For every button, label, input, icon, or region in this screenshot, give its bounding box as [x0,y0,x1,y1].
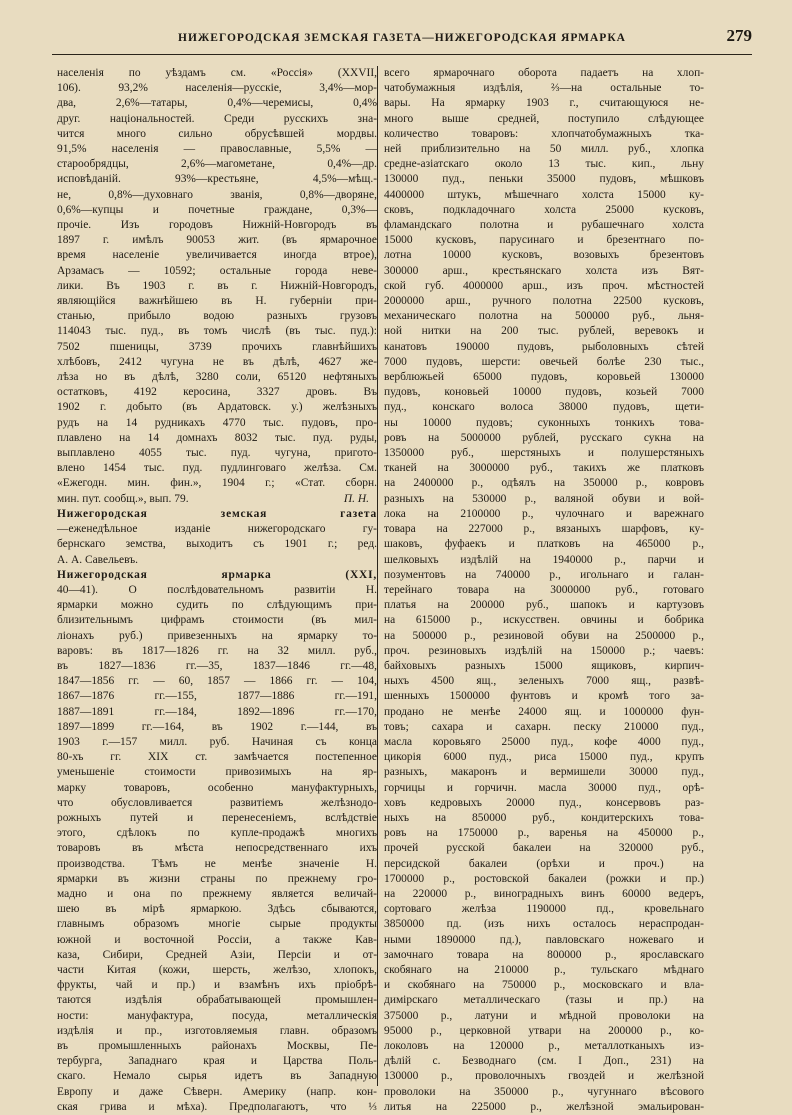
text-line: проволоки на 350000 р., чугуннаго вѣсового [384,1085,704,1098]
text-line: пудовъ, коновьей 10000 пудовъ, козьей 7000 [384,386,704,399]
text-line: 2000000 арш., ручного полотна 22500 кусковъ, [384,295,704,308]
text-line: хлѣбовъ, 2412 чугуна не въ дѣлѣ, 4627 же- [57,355,377,368]
text-line: платья на 200000 руб., шапокъ и картузовъ [384,599,704,612]
text-line: ныхъ 4500 ящ., зеленыхъ 7000 ящ., развѣ- [384,675,704,688]
text-line: время населеніе увеличивается иногда втрое), [57,249,377,262]
text-line: рожныхъ путей и перенесеніемъ, вслѣдствіе [57,811,377,824]
text-line: ховъ кедровыхъ 20000 пуд., консервовъ раз- [384,796,704,809]
text-line: разныхъ на 530000 р., валяной обуви и вой- [384,492,704,505]
text-line: скобянаго на 210000 р., тульскаго мѣднаго [384,963,704,976]
text-line: части Китая (кожи, шерсть, желѣзо, хлопокъ, [57,963,377,976]
text-line: фрукты, чай и пр.) и взамѣнъ ихъ пріобрѣ- [57,979,377,992]
text-line: ровъ на 5000000 рублей, русскаго сукна на [384,431,704,444]
text-line: димірскаго металлическаго (тазы и пр.) на [384,994,704,1007]
text-line: лѣза но въ дѣлѣ, 3280 соли, 65120 нефтяныхъ [57,371,377,384]
text-line: шаковъ, фуфаекъ и платковъ на 465000 р., [384,538,704,551]
text-line: ныхъ на 850000 руб., кондитерскихъ това- [384,811,704,824]
text-line: ровъ на 1750000 р., варенья на 450000 р., [384,827,704,840]
text-line: ными 1890000 пд.), павловскаго ножеваго и [384,933,704,946]
text-line: Нижегородская ярмарка (XXI, [57,568,377,581]
text-line: ности: мануфактура, посуда, металлическія [57,1009,377,1022]
text-line: товаровъ въ мѣста непосредственнаго ихъ [57,842,377,855]
text-line: 1897—1899 гг.—164, въ 1902 г.—144, въ [57,720,377,733]
text-line: 106). 93,2% населенія—русскіе, 3,4%—мор- [57,82,377,95]
text-line: 1887—1891 гг.—184, 1892—1896 гг.—170, [57,705,377,718]
text-line: и скобянаго на 750000 р., московскаго и вла- [384,979,704,992]
text-line: горчицы и горчичн. масла 30000 пуд., орѣ- [384,781,704,794]
text-line: 1350000 руб., шерстяныхъ и полушерстяныхъ [384,447,704,460]
text-line: 91,5% населенія — православные, 5,5% — [57,143,377,156]
text-line: Арзамасъ — 10592; остальные города невe- [57,264,377,277]
text-line: населенія по уѣздамъ см. «Россія» (XXVII, [57,67,377,79]
text-line: прочей русской бакалеи на 320000 руб., [384,842,704,855]
text-line: 40—41). О послѣдовательномъ развитіи Н. [57,583,377,596]
text-line: локоловъ на 120000 р., металлотканыхъ из- [384,1040,704,1052]
text-line: масла коровьяго 25000 пуд., кофе 4000 пуд., [384,735,704,748]
text-line: на 500000 р., резиновой обуви на 2500000 р., [384,629,704,642]
text-line: 0,6%—купцы и почетные граждане, 0,3%— [57,203,377,216]
text-line: литья на 225000 р., желѣзной эмальирован- [384,1100,704,1113]
text-line: шенныхъ 1500000 фунтовъ и кромѣ того за- [384,690,704,703]
author-signature: П. Н. [343,492,369,505]
text-line: 80-хъ гг. XIX ст. замѣчается постепенное [57,751,377,764]
text-line: въ 1827—1836 гг.—35, 1837—1846 гг.—48, [57,659,377,672]
text-line: друг. національностей. Среди русскихъ зна- [57,112,377,125]
text-line: близительнымъ цифрамъ стоимости (въ мил- [57,614,377,627]
text-line: 4400000 штукъ, мѣшечнаго холста 15000 ку- [384,188,704,201]
text-line: средне-азіатскаго около 13 тыс. кип., льну [384,158,704,171]
text-line: всего ярмарочнаго оборота падаетъ на хлоп- [384,67,704,79]
text-line: персидской бакалеи (орѣхи и проч.) на [384,857,704,870]
text-line: товара на 227000 р., вязаныхъ шарфовъ, ку- [384,523,704,536]
text-line: ской губ. 4000000 арш., изъ проч. мѣстностей [384,279,704,292]
text-line: шею въ мірѣ ярмаркою. Здѣсь сбываются, [57,903,377,916]
text-line: 7502 пшеницы, 3739 прочихъ главнѣйшихъ [57,340,377,353]
text-line: ская грива и мѣха). Предполагаютъ, что ⅓ [57,1100,377,1113]
text-line: выплавлено 4055 тыс. пуд. чугуна, пригото- [57,447,377,460]
text-line: —еженедѣльное изданіе нижегородскаго гу- [57,523,377,536]
text-line: на 2400000 р., одѣялъ на 350000 р., ковровъ [384,477,704,490]
text-line: ярмарки въ жизни страны по прежнему гро- [57,872,377,885]
text-line: мин. пут. сообщ.», вып. 79. П. Н. [57,492,377,507]
text-line: 1903 г.—157 милл. руб. Начиная съ конца [57,735,377,748]
page-number: 279 [726,26,752,45]
text-line: бернскаго земства, выходитъ съ 1901 г.; ред. [57,538,377,551]
text-line: таются издѣлія обрабатывающей промышлен- [57,994,377,1007]
text-line: ной нитки на 200 тыс. рублей, веревокъ и [384,325,704,338]
text-line: главнымъ образомъ многіе сырые продукты [57,918,377,931]
text-line: остатковъ, 4192 керосина, 3327 дровъ. Въ [57,386,377,399]
text-line: варовъ: въ 1817—1826 гг. на 32 милл. руб., [57,644,377,657]
text-line: марку товаровъ, особенно мануфактурныхъ, [57,781,377,794]
text-line: ны 10000 пудовъ; суконныхъ тонкихъ това- [384,416,704,429]
text-line: байховыхъ разныхъ 15000 ящиковъ, кирпич- [384,659,704,672]
text-line: въ промышленныхъ районахъ Москвы, Пе- [57,1040,377,1052]
column-divider [377,66,378,1086]
text-line: не, 0,8%—духовнаго званія, 0,8%—дворяне, [57,188,377,201]
text-line: сковъ, подкладочнаго холста 25000 кусковъ, [384,203,704,216]
text-line: 1902 г. добыто (въ Ардатовск. у.) желѣзныхъ [57,401,377,414]
text-line: замочнаго товара на 800000 р., ярославскаго [384,948,704,961]
text-line: шелковыхъ издѣлій на 1940000 р., парчи и [384,553,704,566]
text-line: 1847—1856 гг. — 60, 1857 — 1866 гг. — 104, [57,675,377,688]
text-line: издѣлія и пр., изготовляемыя главн. образомъ [57,1024,377,1037]
text-line: чатобумажныя издѣлія, ⅔—на остальные то- [384,82,704,95]
text-line: два, 2,6%—татары, 0,4%—черемисы, 0,4% [57,97,377,110]
text-line: дѣлій с. Безводнаго (см. I Доп., 231) на [384,1055,704,1068]
text-line: мадно и она по прежнему является величай- [57,887,377,900]
text-line: производства. Тѣмъ не менѣе значеніе Н. [57,857,377,870]
text-line: 15000 кусковъ, парусинаго и брезентнаго по- [384,234,704,247]
text-line: рудъ на 14 рудникахъ 4770 тыс. пудовъ, про- [57,416,377,429]
text-line: вары. На ярмарку 1903 г., считающуюся не- [384,97,704,110]
text-line: 114043 тыс. пуд., въ томъ числѣ (въ тыс. пуд.): [57,325,377,338]
text-line: фламандскаго полотна и рубашечнаго холста [384,219,704,232]
text-line: каза, Сибири, Средней Азіи, Персіи и от- [57,948,377,961]
text-line: проч. резиновыхъ издѣлій на 150000 р.; чаевъ: [384,644,704,657]
text-line: тербурга, Западнаго края и Царства Поль- [57,1055,377,1068]
text-line: терейнаго товара на 3000000 руб., готоваго [384,583,704,596]
text-line: 1867—1876 гг.—155, 1877—1886 гг.—191, [57,690,377,703]
text-line: скаго. Немало сырья идетъ въ Западную [57,1070,377,1083]
text-line: 95000 р., церковной утвари на 200000 р., ко- [384,1024,704,1037]
text-line: этого, сдѣлокъ по купле-продажѣ многихъ [57,827,377,840]
text-line: плавлено на 14 домнахъ 8032 тыс. пуд. руды, [57,431,377,444]
text-line: продано не менѣе 24000 ящ. и 1000000 фун- [384,705,704,718]
text-line: влено 1454 тыс. пуд. пудлинговаго желѣза. См. [57,462,377,475]
text-line: цикорія 6000 пуд., риса 15000 пуд., крупъ [384,751,704,764]
text-line: станью, прибыло водою разныхъ грузовъ [57,310,377,323]
text-line: тканей на 3000000 руб., такихъ же платковъ [384,462,704,475]
text-line: южной и восточной Россіи, а также Кав- [57,933,377,946]
text-line: что обусловливается развитіемъ желѣзнодо- [57,796,377,809]
text-line: механическаго полотна на 500000 руб., льня- [384,310,704,323]
text-line: разныхъ, макаронъ и вермишели 30000 пуд., [384,766,704,779]
text-line: количество товаровъ: хлопчатобумажныхъ тка- [384,127,704,140]
text-line: А. А. Савельевъ. [57,553,138,566]
text-line: на 615000 р., искусствен. овчины и бобрика [384,614,704,627]
text-line: являющійся важнѣйшею въ Н. губерніи при- [57,295,377,308]
text-line: 1700000 р., ростовской бакалеи (рожки и пр.) [384,872,704,885]
text-line: товъ; сахара и сахарн. песку 210000 пуд., [384,720,704,733]
text-line: старообрядцы, 2,6%—магометане, 0,4%—др. [57,158,377,171]
text-line: позументовъ на 740000 р., игольнаго и галан- [384,568,704,581]
right-column [384,66,704,1115]
text-line: «Ежегодн. мин. фин.», 1904 г.; «Стат. сборн. [57,477,377,490]
text-line: на 220000 р., виноградныхъ винъ 60000 ведеръ, [384,887,704,900]
text-line: лотна 10000 кусковъ, возовыхъ брезентовъ [384,249,704,262]
text-line: 7000 пудовъ, шерсти: овечьей болѣе 230 тыс., [384,355,704,368]
text-line: много выше средней, поступило слѣдующее [384,112,704,125]
page-header [52,24,752,55]
text-line: канатовъ 190000 пудовъ, рыболовныхъ сѣтей [384,340,704,353]
text-line: чится много сильно обрусѣвшей мордвы. [57,127,377,140]
text-line: уменьшеніе стоимости привозимыхъ на яр- [57,766,377,779]
text-line: 1897 г. имѣлъ 90053 жит. (въ ярмарочное [57,234,377,247]
text-line: 3850000 пд. (изъ нихъ осталось нераспродан- [384,918,704,931]
text-line: исповѣданій. 93%—крестьяне, 4,5%—мѣщ.- [57,173,377,186]
text-line: 300000 арш., крестьянскаго холста изъ Вят- [384,264,704,277]
text-line: ней приблизительно на 50 милл. руб., хлопка [384,143,704,156]
text-line: верблюжьей 65000 пудовъ, коровьей 130000 [384,371,704,384]
text-line: сортоваго желѣза 1190000 пд., кровельнаго [384,903,704,916]
text-line: пуд., конскаго волоса 38000 пудовъ, щети- [384,401,704,414]
text-line: лики. Въ 1903 г. въ г. Нижній-Новгородъ, [57,279,377,292]
text-line: 130000 пуд., пеньки 35000 пудовъ, мѣшковъ [384,173,704,186]
text-line: 375000 р., латуни и мѣдной проволоки на [384,1009,704,1022]
text-line: ярмарки можно судить по слѣдующимъ при- [57,599,377,612]
text-line: Европу и даже Сѣверн. Америку (напр. кон- [57,1085,377,1098]
text-line: Нижегородская земская газета [57,507,377,520]
text-line: ліонахъ руб.) привезенныхъ на ярмарку то- [57,629,377,642]
text-line: лока на 2100000 р., чулочнаго и варежнаго [384,507,704,520]
left-column [57,66,377,1115]
text-line: 130000 р., проволочныхъ гвоздей и желѣзной [384,1070,704,1083]
text-line: прочіе. Изъ городовъ Нижній-Новгородъ въ [57,219,377,232]
running-head: НИЖЕГОРОДСКАЯ ЗЕМСКАЯ ГАЗЕТА—НИЖЕГОРОДСКАЯ ЯРМАРКА [178,32,626,44]
